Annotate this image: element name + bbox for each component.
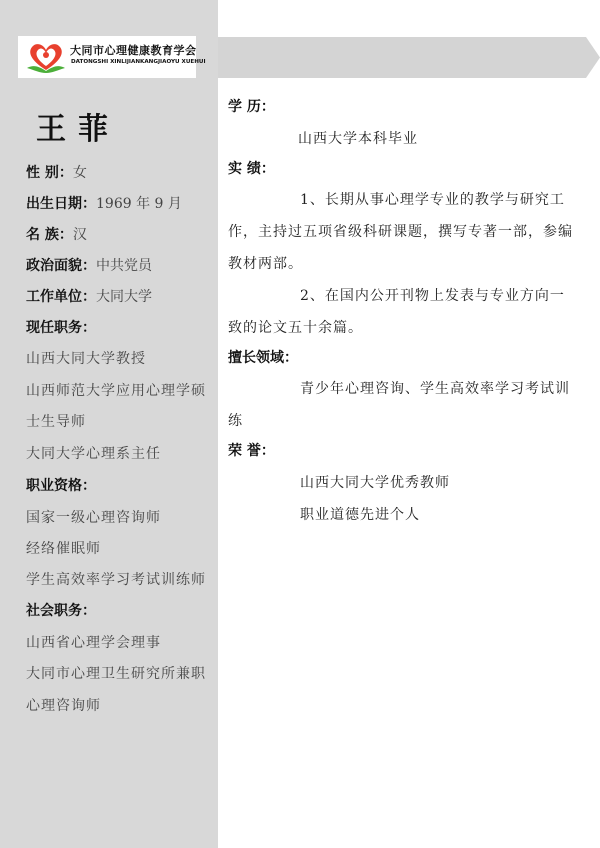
honor-line: 山西大同大学优秀教师	[300, 475, 450, 491]
birth-row	[26, 193, 182, 213]
list-item: 国家一级心理咨询师	[26, 510, 161, 526]
list-item: 山西大同大学教授	[26, 351, 146, 367]
social-positions-heading: 社会职务：	[26, 603, 96, 619]
current-positions-heading: 现任职务：	[26, 320, 96, 336]
list-item: 山西师范大学应用心理学硕	[26, 383, 206, 399]
gender-label: 性 别：	[26, 165, 73, 181]
birth-label: 出生日期：	[26, 196, 96, 212]
politics-label: 政治面貌：	[26, 258, 96, 274]
birth-value: 1969 年 9 月	[96, 196, 182, 212]
header-banner	[218, 37, 600, 78]
logo-pinyin-name: DATONGSHI XINLIJIANKANGJIAOYU XUEHUI	[71, 59, 206, 65]
person-name: 王菲	[36, 112, 120, 147]
workplace-row	[26, 286, 152, 306]
gender-row	[26, 162, 87, 182]
ethnicity-value: 汉	[72, 227, 87, 243]
education-label: 学 历：	[228, 99, 275, 115]
honors-label: 荣 誉：	[228, 443, 275, 459]
expertise-label: 擅长领域：	[228, 350, 298, 366]
politics-value: 中共党员	[96, 258, 152, 274]
achievement-line: 2、在国内公开刊物上发表与专业方向一	[300, 288, 565, 304]
honor-line: 职业道德先进个人	[300, 507, 420, 523]
logo-chinese-name: 大同市心理健康教育学会	[70, 44, 197, 57]
association-logo	[18, 36, 206, 78]
education-value: 山西大学本科毕业	[298, 131, 418, 147]
list-item: 经络催眠师	[26, 541, 101, 557]
achievement-line: 教材两部。	[228, 256, 303, 272]
heart-logo-icon	[24, 40, 68, 74]
list-item: 士生导师	[26, 414, 86, 430]
achievement-line: 1、长期从事心理学专业的教学与研究工	[300, 192, 565, 208]
workplace-label: 工作单位：	[26, 289, 96, 305]
qualifications-heading: 职业资格：	[26, 478, 96, 494]
ethnicity-label: 名 族：	[26, 227, 73, 243]
list-item: 学生高效率学习考试训练师	[26, 572, 206, 588]
list-item: 大同市心理卫生研究所兼职	[26, 666, 206, 682]
politics-row	[26, 255, 152, 275]
list-item: 心理咨询师	[26, 698, 101, 714]
achievement-line: 致的论文五十余篇。	[228, 320, 363, 336]
expertise-line: 练	[228, 413, 243, 429]
expertise-line: 青少年心理咨询、学生高效率学习考试训	[300, 381, 570, 397]
achievement-line: 作，主持过五项省级科研课题，撰写专著一部，参编	[228, 224, 573, 240]
workplace-value: 大同大学	[96, 289, 152, 305]
list-item: 大同大学心理系主任	[26, 446, 161, 462]
list-item: 山西省心理学会理事	[26, 635, 161, 651]
ethnicity-row	[26, 224, 87, 244]
achievements-label: 实 绩：	[228, 161, 275, 177]
gender-value: 女	[72, 165, 87, 181]
